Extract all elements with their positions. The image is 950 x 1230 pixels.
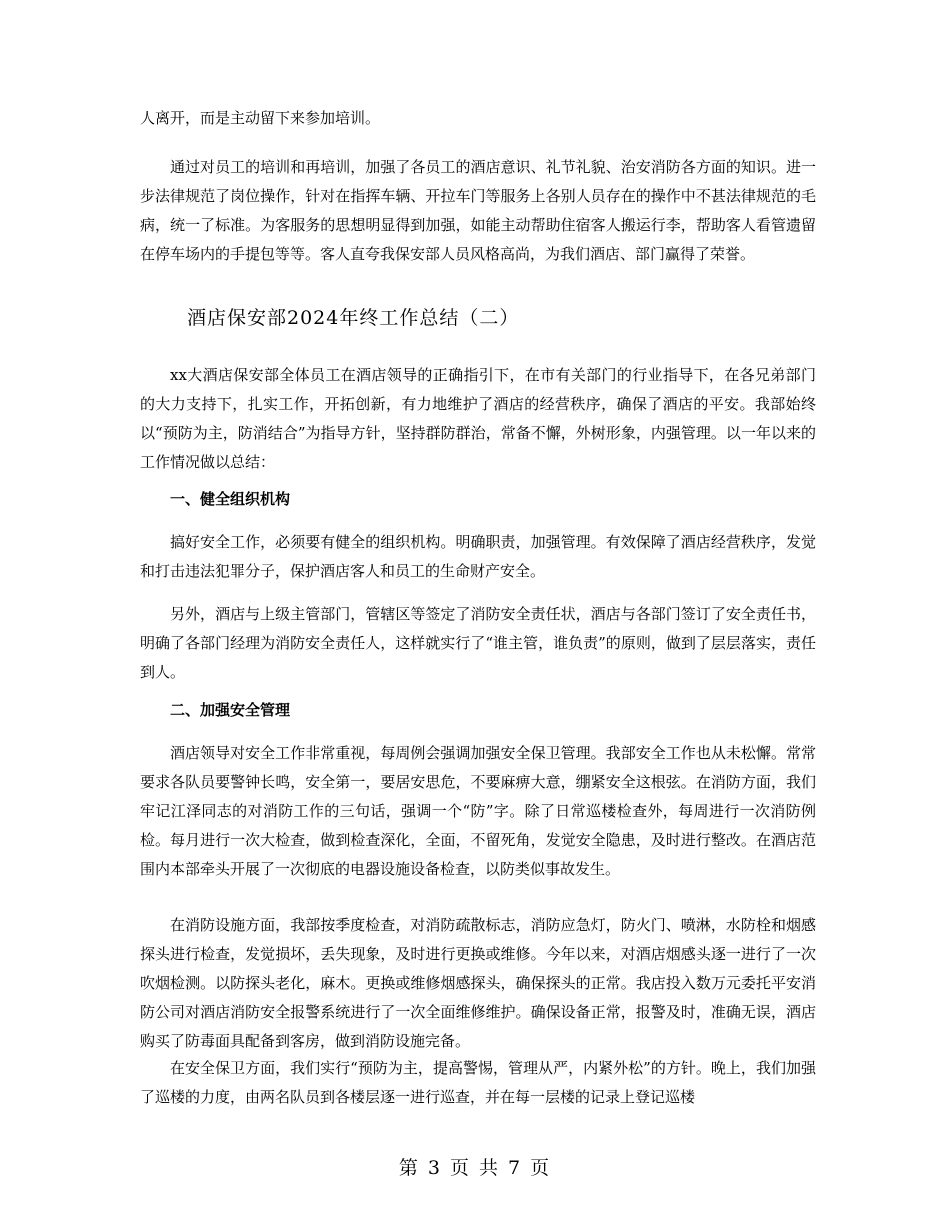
section-heading-organization: 一、健全组织机构 [170, 490, 291, 508]
paragraph-continuation: 人离开，而是主动留下来参加培训。 [140, 109, 381, 127]
paragraph-training-results: 通过对员工的培训和再培训，加强了各员工的酒店意识、礼节礼貌、治安消防各方面的知识。进一步法律规范了岗位操作，针对在指挥车辆、开拉车门等服务上各别人员存在的操作中不甚法律规范的毛病，统一了标准。为客服务的思想明显得到加强，如能主动帮助住宿客人搬运行李，帮助客人看管遗留在停车场内的手提包等等。客人直夸我保安部人员风格高尚，为我们酒店、部门赢得了荣誉。 [140, 158, 816, 263]
paragraph-fire-facilities: 在消防设施方面，我部按季度检查，对消防疏散标志，消防应急灯，防火门、喷淋，水防栓和烟感探头进行检查，发觉损坏，丢失现象，及时进行更换或维修。今年以来，对酒店烟感头逐一进行了一次吹烟检测。以防探头老化，麻木。更换或维修烟感探头，确保探头的正常。我店投入数万元委托平安消防公司对酒店消防安全报警系统进行了一次全面维修维护。确保设备正常，报警及时，准确无误，酒店购买了防毒面具配备到客房，做到消防设施完备。 [140, 916, 816, 1050]
document-title: 酒店保安部2024年终工作总结（二） [187, 307, 520, 329]
paragraph-security: 在安全保卫方面，我们实行“预防为主，提高警惕，管理从严，内紧外松”的方针。晚上，我们加强了巡楼的力度，由两名队员到各楼层逐一进行巡查，并在每一层楼的记录上登记巡楼 [140, 1059, 816, 1106]
paragraph-responsibility: 另外，酒店与上级主管部门，管辖区等签定了消防安全责任状，酒店与各部门签订了安全责任书，明确了各部门经理为消防安全责任人，这样就实行了“谁主管，谁负责”的原则，做到了层层落实，责任到人。 [140, 605, 816, 681]
page-number-footer: 第 3 页 共 7 页 [398, 1157, 552, 1179]
paragraph-organization: 搞好安全工作，必须要有健全的组织机构。明确职责，加强管理。有效保障了酒店经营秩序，发觉和打击违法犯罪分子，保护酒店客人和员工的生命财产安全。 [140, 533, 816, 580]
section-heading-safety-management: 二、加强安全管理 [170, 701, 291, 719]
paragraph-safety-management: 酒店领导对安全工作非常重视，每周例会强调加强安全保卫管理。我部安全工作也从未松懈。常常要求各队员要警钟长鸣，安全第一，要居安思危，不要麻痹大意，绷紧安全这根弦。在消防方面，我们牢记江泽同志的对消防工作的三句话，强调一个“防”字。除了日常巡楼检查外，每周进行一次消防例检。每月进行一次大检查，做到检查深化，全面，不留死角，发觉安全隐患，及时进行整改。在酒店范围内本部牵头开展了一次彻底的电器设施设备检查，以防类似事故发生。 [140, 744, 816, 878]
paragraph-intro: xx大酒店保安部全体员工在酒店领导的正确指引下，在市有关部门的行业指导下，在各兄弟部门的大力支持下，扎实工作，开拓创新，有力地维护了酒店的经营秩序，确保了酒店的平安。我部始终以“预防为主，防消结合”为指导方针，坚持群防群治，常备不懈，外树形象，内强管理。以一年以来的工作情况做以总结： [140, 366, 816, 471]
